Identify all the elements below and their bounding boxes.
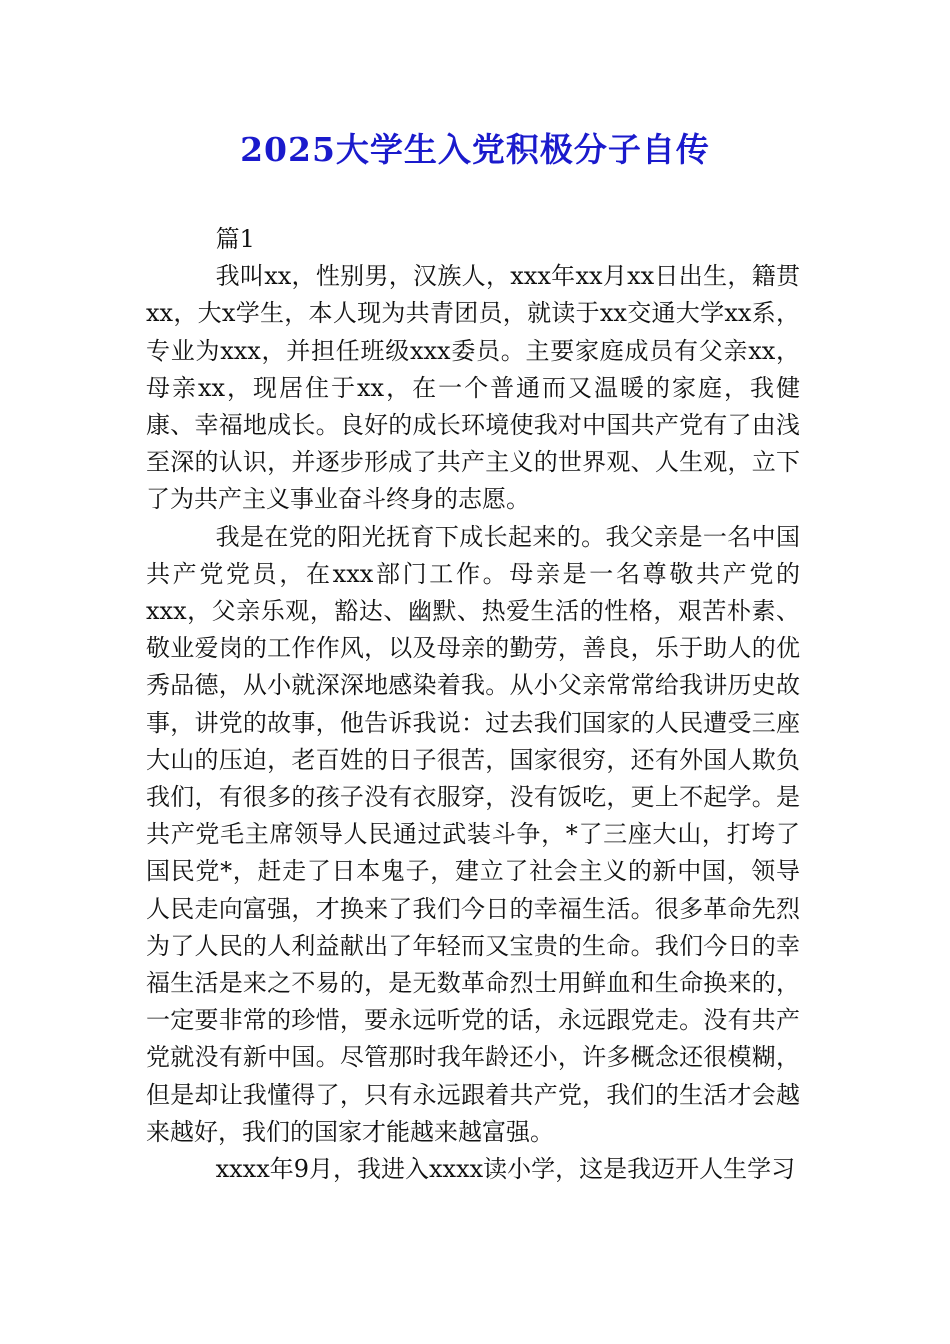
paragraph-2: 我是在党的阳光抚育下成长起来的。我父亲是一名中国共产党党员，在xxx部门工作。母亲是一名尊敬共产党的xxx，父亲乐观，豁达、幽默、热爱生活的性格，艰苦朴素、敬业爱岗的工作作风，以及母亲的勤劳，善良，乐于助人的优秀品德，从小就深深地感染着我。从小父亲常常给我讲历史故事，讲党的故事，他告诉我说：过去我们国家的人民遭受三座大山的压迫，老百姓的日子很苦，国家很穷，还有外国人欺负我们，有很多的孩子没有衣服穿，没有饭吃，更上不起学。是共产党毛主席领导人民通过武装斗争，*了三座大山，打垮了国民党*，赶走了日本鬼子，建立了社会主义的新中国，领导人民走向富强，才换来了我们今日的幸福生活。很多革命先烈为了人民的人利益献出了年轻而又宝贵的生命。我们今日的幸福生活是来之不易的，是无数革命烈士用鲜血和生命换来的，一定要非常的珍惜，要永远听党的话，永远跟党走。没有共产党就没有新中国。尽管那时我年龄还小，许多概念还很模糊，但是却让我懂得了，只有永远跟着共产党，我们的生活才会越来越好，我们的国家才能越来越富强。 — [146, 522, 800, 1146]
section-label: 篇1 — [215, 225, 255, 253]
document-body — [146, 221, 800, 1188]
document-title: 2025大学生入党积极分子自传 — [240, 130, 710, 169]
paragraph-1: 我叫xx，性别男，汉族人，xxx年xx月xx日出生，籍贯xx，大x学生，本人现为共青团员，就读于xx交通大学xx系，专业为xxx，并担任班级xxx委员。主要家庭成员有父亲xx，母亲xx，现居住于xx，在一个普通而又温暖的家庭，我健康、幸福地成长。良好的成长环境使我对中国共产党有了由浅至深的认识，并逐步形成了共产主义的世界观、人生观，立下了为共产主义事业奋斗终身的志愿。 — [146, 262, 800, 514]
paragraph-3: xxxx年9月，我进入xxxx读小学，这是我迈开人生学习 — [215, 1155, 796, 1184]
